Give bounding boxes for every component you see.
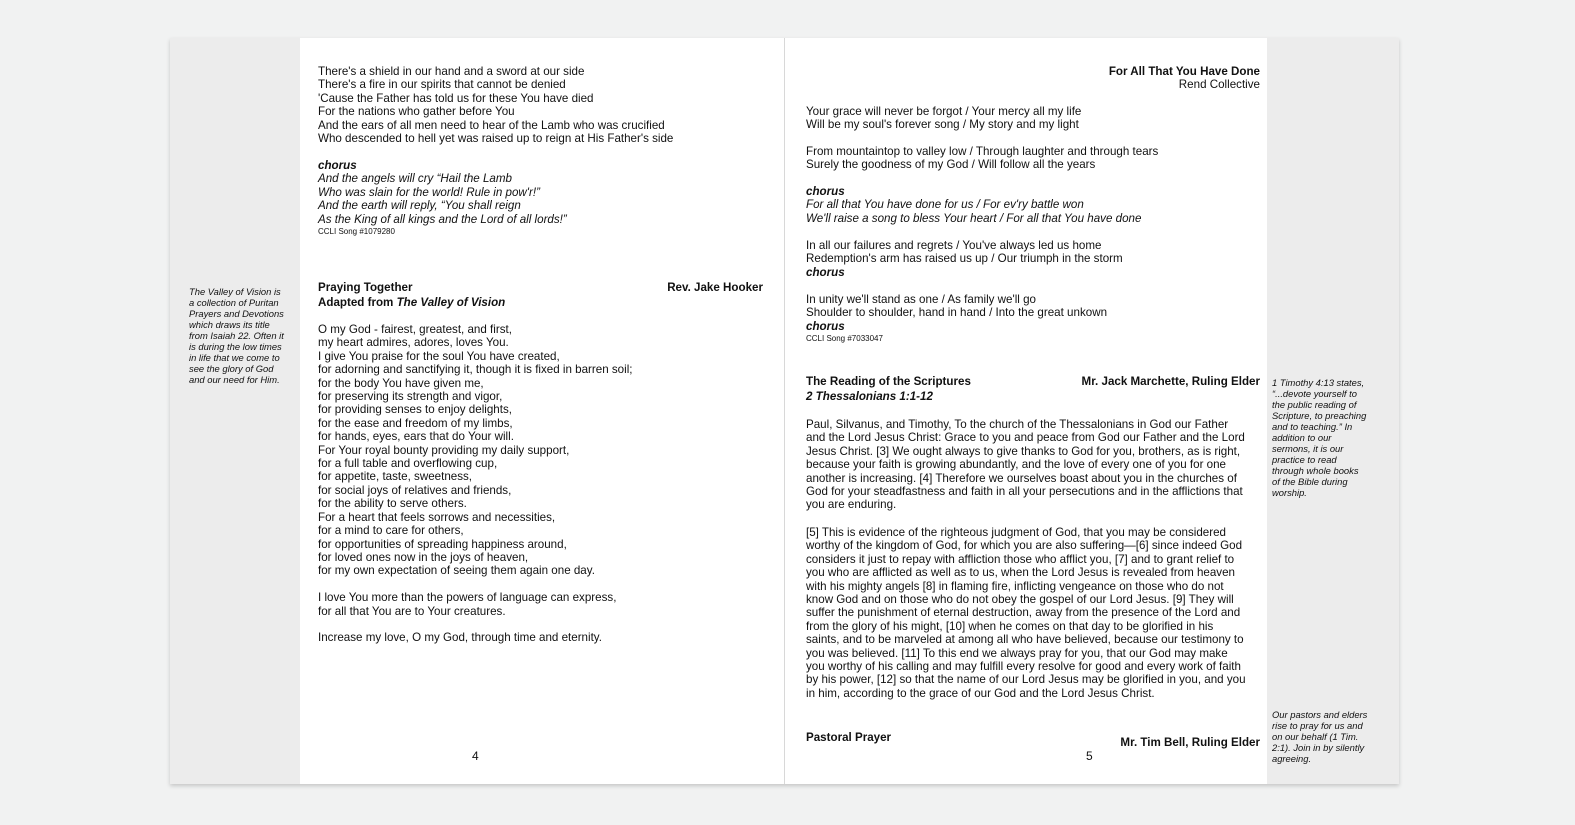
verse-line: There's a shield in our hand and a sword at our side <box>318 65 585 78</box>
prayer-line: for the ease and freedom of my limbs, <box>318 416 513 430</box>
verse-line: Shoulder to shoulder, hand in hand / Into the great unkown <box>806 306 1108 320</box>
verse-line: And the ears of all men need to hear of the Lamb who was crucified <box>318 118 665 132</box>
song-artist: Rend Collective <box>1178 78 1260 91</box>
margin-note-line: The Valley of Vision is <box>189 286 281 297</box>
prayer-line: for the ability to serve others. <box>318 497 467 511</box>
prayer-closing: Increase my love, O my God, through time and eternity. <box>318 631 602 645</box>
scripture-line: with his mighty angels [8] in flaming fire, inflicting vengeance on those who do not <box>806 579 1224 593</box>
song-verse-2 <box>806 145 1158 172</box>
scripture-line: and the Lord Jesus Christ: Grace to you and peace from God our Father and the Lord <box>806 431 1245 445</box>
prayer-line: for a full table and overflowing cup, <box>318 457 498 471</box>
margin-note-line: “...devote yourself to <box>1272 388 1357 399</box>
verse-line: For the nations who gather before You <box>318 105 515 119</box>
scripture-line: in him, according to the grace of our God and the Lord Jesus Christ. <box>806 686 1155 700</box>
margin-note-line: which draws its title <box>189 319 270 330</box>
margin-note-pastoral-prayer <box>1272 709 1367 764</box>
scripture-line: God for your steadfastness and faith in all your persecutions and in the afflictions that <box>806 485 1243 499</box>
spacer <box>318 618 633 631</box>
margin-note-line: of the Bible during <box>1272 476 1348 487</box>
verse-line: In unity we'll stand as one / As family we'll go <box>806 293 1036 306</box>
prayer-text <box>318 323 633 645</box>
song-chorus <box>806 185 1141 225</box>
song-verse-3 <box>806 239 1123 279</box>
scripture-line: saints, and to be marveled at among all who have believed, because our testimony to <box>806 633 1244 647</box>
scripture-line: you was believed. [11] To this end we always pray for you, that our God may make <box>806 646 1228 660</box>
pastoral-prayer-title: Pastoral Prayer <box>806 731 892 744</box>
margin-note-scripture-reading <box>1272 377 1366 498</box>
chorus-line: Who was slain for the world! Rule in pow'r!” <box>318 185 540 199</box>
reading-leader: Mr. Jack Marchette, Ruling Elder <box>1081 375 1260 388</box>
chorus-label: chorus <box>806 265 845 279</box>
scripture-line: know God and on those who do not obey the gospel of our Lord Jesus. [9] They will <box>806 593 1234 607</box>
prayer-line: O my God - fairest, greatest, and first, <box>318 323 512 336</box>
prayer-line: for adorning and sanctifying it, though it is fixed in barren soil; <box>318 363 633 377</box>
chorus-label: chorus <box>318 159 357 172</box>
prayer-line: for all that You are to Your creatures. <box>318 604 506 618</box>
chorus-line: As the King of all kings and the Lord of all lords!” <box>318 212 567 226</box>
reading-title: The Reading of the Scriptures <box>806 375 971 388</box>
prayer-line: for my own expectation of seeing them again one day. <box>318 564 595 578</box>
scripture-paragraph-2 <box>806 526 1246 700</box>
scripture-line: you are enduring. <box>806 498 897 512</box>
ccli-number: CCLI Song #7033047 <box>806 334 883 344</box>
scripture-line: because your faith is growing abundantly, and the love of every one of you for one <box>806 458 1227 472</box>
song-verse-4 <box>806 293 1107 348</box>
margin-note-line: addition to our <box>1272 432 1332 443</box>
verse-line: There's a fire in our spirits that cannot be denied <box>318 78 566 92</box>
adapted-prefix: Adapted from <box>318 296 397 309</box>
spacer <box>318 578 633 591</box>
chorus-line: For all that You have done for us / For ev'ry battle won <box>806 198 1084 212</box>
margin-note-line: see the glory of God <box>189 363 274 374</box>
scripture-line: from the glory of his might, [10] when he comes on that day to be glorified in his <box>806 619 1214 633</box>
chorus-label: chorus <box>806 319 845 333</box>
scripture-paragraph-1 <box>806 418 1245 512</box>
prayer-line: for appetite, taste, sweetness, <box>318 470 473 484</box>
margin-note-line: worship. <box>1272 487 1307 498</box>
margin-note-line: through whole books <box>1272 465 1359 476</box>
prayer-line: For Your royal bounty providing my daily support, <box>318 443 570 457</box>
margin-note-line: practice to read <box>1272 454 1337 465</box>
verse-line: 'Cause the Father has told us for these You have died <box>318 91 594 105</box>
song-verse-1 <box>806 105 1081 132</box>
prayer-line: I give You praise for the soul You have created, <box>318 349 560 363</box>
section-title: Praying Together <box>318 281 413 294</box>
margin-note-line: the public reading of <box>1272 399 1357 410</box>
section-leader: Rev. Jake Hooker <box>667 281 763 294</box>
margin-note-valley-of-vision <box>189 286 284 385</box>
margin-note-line: and our need for Him. <box>189 374 280 385</box>
margin-note-line: a collection of Puritan <box>189 297 279 308</box>
verse-line: Your grace will never be forgot / Your mercy all my life <box>806 105 1082 118</box>
prayer-line: for the body You have given me, <box>318 376 484 390</box>
chorus-line: And the angels will cry “Hail the Lamb <box>318 172 512 186</box>
verse-line: Will be my soul's forever song / My story and my light <box>806 118 1079 132</box>
prayer-line: for providing senses to enjoy delights, <box>318 403 512 417</box>
margin-note-line: rise to pray for us and <box>1272 720 1363 731</box>
page-fold <box>784 38 785 784</box>
page-number: 5 <box>1086 749 1093 763</box>
scripture-line: by his power, [12] so that the name of our Lord Jesus may be glorified in you, and you <box>806 673 1246 687</box>
margin-note-line: is during the low times <box>189 341 282 352</box>
scripture-line: suffer the punishment of eternal destruction, away from the presence of the Lord and <box>806 606 1241 620</box>
scripture-line: Paul, Silvanus, and Timothy, To the church of the Thessalonians in God our Father <box>806 418 1229 431</box>
song-title: For All That You Have Done <box>1108 65 1260 78</box>
prayer-line: for social joys of relatives and friends, <box>318 483 512 497</box>
margin-note-line: Scripture, to preaching <box>1272 410 1367 421</box>
prayer-line: for a mind to care for others, <box>318 524 464 538</box>
prayer-line: For a heart that feels sorrows and necessities, <box>318 510 556 524</box>
adapted-source: The Valley of Vision <box>396 296 506 309</box>
margin-note-line: 1 Timothy 4:13 states, <box>1272 377 1365 388</box>
page-number: 4 <box>472 749 479 763</box>
scripture-line: Jesus Christ. [3] We ought always to give thanks to God for you, brothers, as is right, <box>806 444 1241 458</box>
verse-line: Surely the goodness of my God / Will follow all the years <box>806 158 1096 172</box>
scripture-line: you worthy of his calling and may fulfill every resolve for good and every work of faith <box>806 660 1241 674</box>
prayer-line: for loved ones now in the joys of heaven, <box>318 550 529 564</box>
margin-note-line: agreeing. <box>1272 753 1312 764</box>
chorus-line: And the earth will reply, “You shall reign <box>318 199 521 213</box>
scripture-line: another is increasing. [4] Therefore we ourselves boast about you in the churches of <box>806 471 1237 485</box>
margin-note-line: 2:1). Join in by silently <box>1272 742 1365 753</box>
prayer-line: for preserving its strength and vigor, <box>318 390 503 404</box>
hymn-chorus <box>318 159 567 240</box>
margin-note-line: Our pastors and elders <box>1272 709 1368 720</box>
margin-note-line: in life that we come to <box>189 352 280 363</box>
verse-line: Who descended to hell yet was raised up to reign at His Father's side <box>318 132 674 146</box>
scripture-line: considers it just to repay with affliction those who afflict you, [7] and to grant relief to <box>806 552 1235 566</box>
margin-note-line: Prayers and Devotions <box>189 308 284 319</box>
verse-line: Redemption's arm has raised us up / Our triumph in the storm <box>806 252 1123 266</box>
scripture-line: worthy of the kingdom of God, for which you are also suffering—[6] since indeed God <box>806 539 1243 553</box>
margin-note-line: from Isaiah 22. Often it <box>189 330 284 341</box>
margin-note-line: and to teaching.” In <box>1272 421 1353 432</box>
chorus-label: chorus <box>806 185 845 198</box>
prayer-line: for opportunities of spreading happiness around, <box>318 537 567 551</box>
chorus-line: We'll raise a song to bless Your heart / For all that You have done <box>806 211 1142 225</box>
scripture-line: [5] This is evidence of the righteous judgment of God, that you may be considered <box>806 526 1226 539</box>
margin-note-line: sermons, it is our <box>1272 443 1344 454</box>
ccli-number: CCLI Song #1079280 <box>318 227 395 237</box>
adapted-from <box>318 296 505 309</box>
scripture-line: you who are afflicted as well as to us, when the Lord Jesus is revealed from heaven <box>806 566 1235 580</box>
pastoral-prayer-leader: Mr. Tim Bell, Ruling Elder <box>1120 736 1260 749</box>
prayer-line: for hands, eyes, ears that do Your will. <box>318 430 514 444</box>
reading-reference: 2 Thessalonians 1:1-12 <box>806 390 933 403</box>
verse-line: From mountaintop to valley low / Through laughter and through tears <box>806 145 1159 158</box>
margin-note-line: on our behalf (1 Tim. <box>1272 731 1359 742</box>
prayer-line: my heart admires, adores, loves You. <box>318 336 509 350</box>
prayer-line: I love You more than the powers of language can express, <box>318 591 617 605</box>
hymn-verse <box>318 65 673 145</box>
verse-line: In all our failures and regrets / You've always led us home <box>806 239 1102 252</box>
